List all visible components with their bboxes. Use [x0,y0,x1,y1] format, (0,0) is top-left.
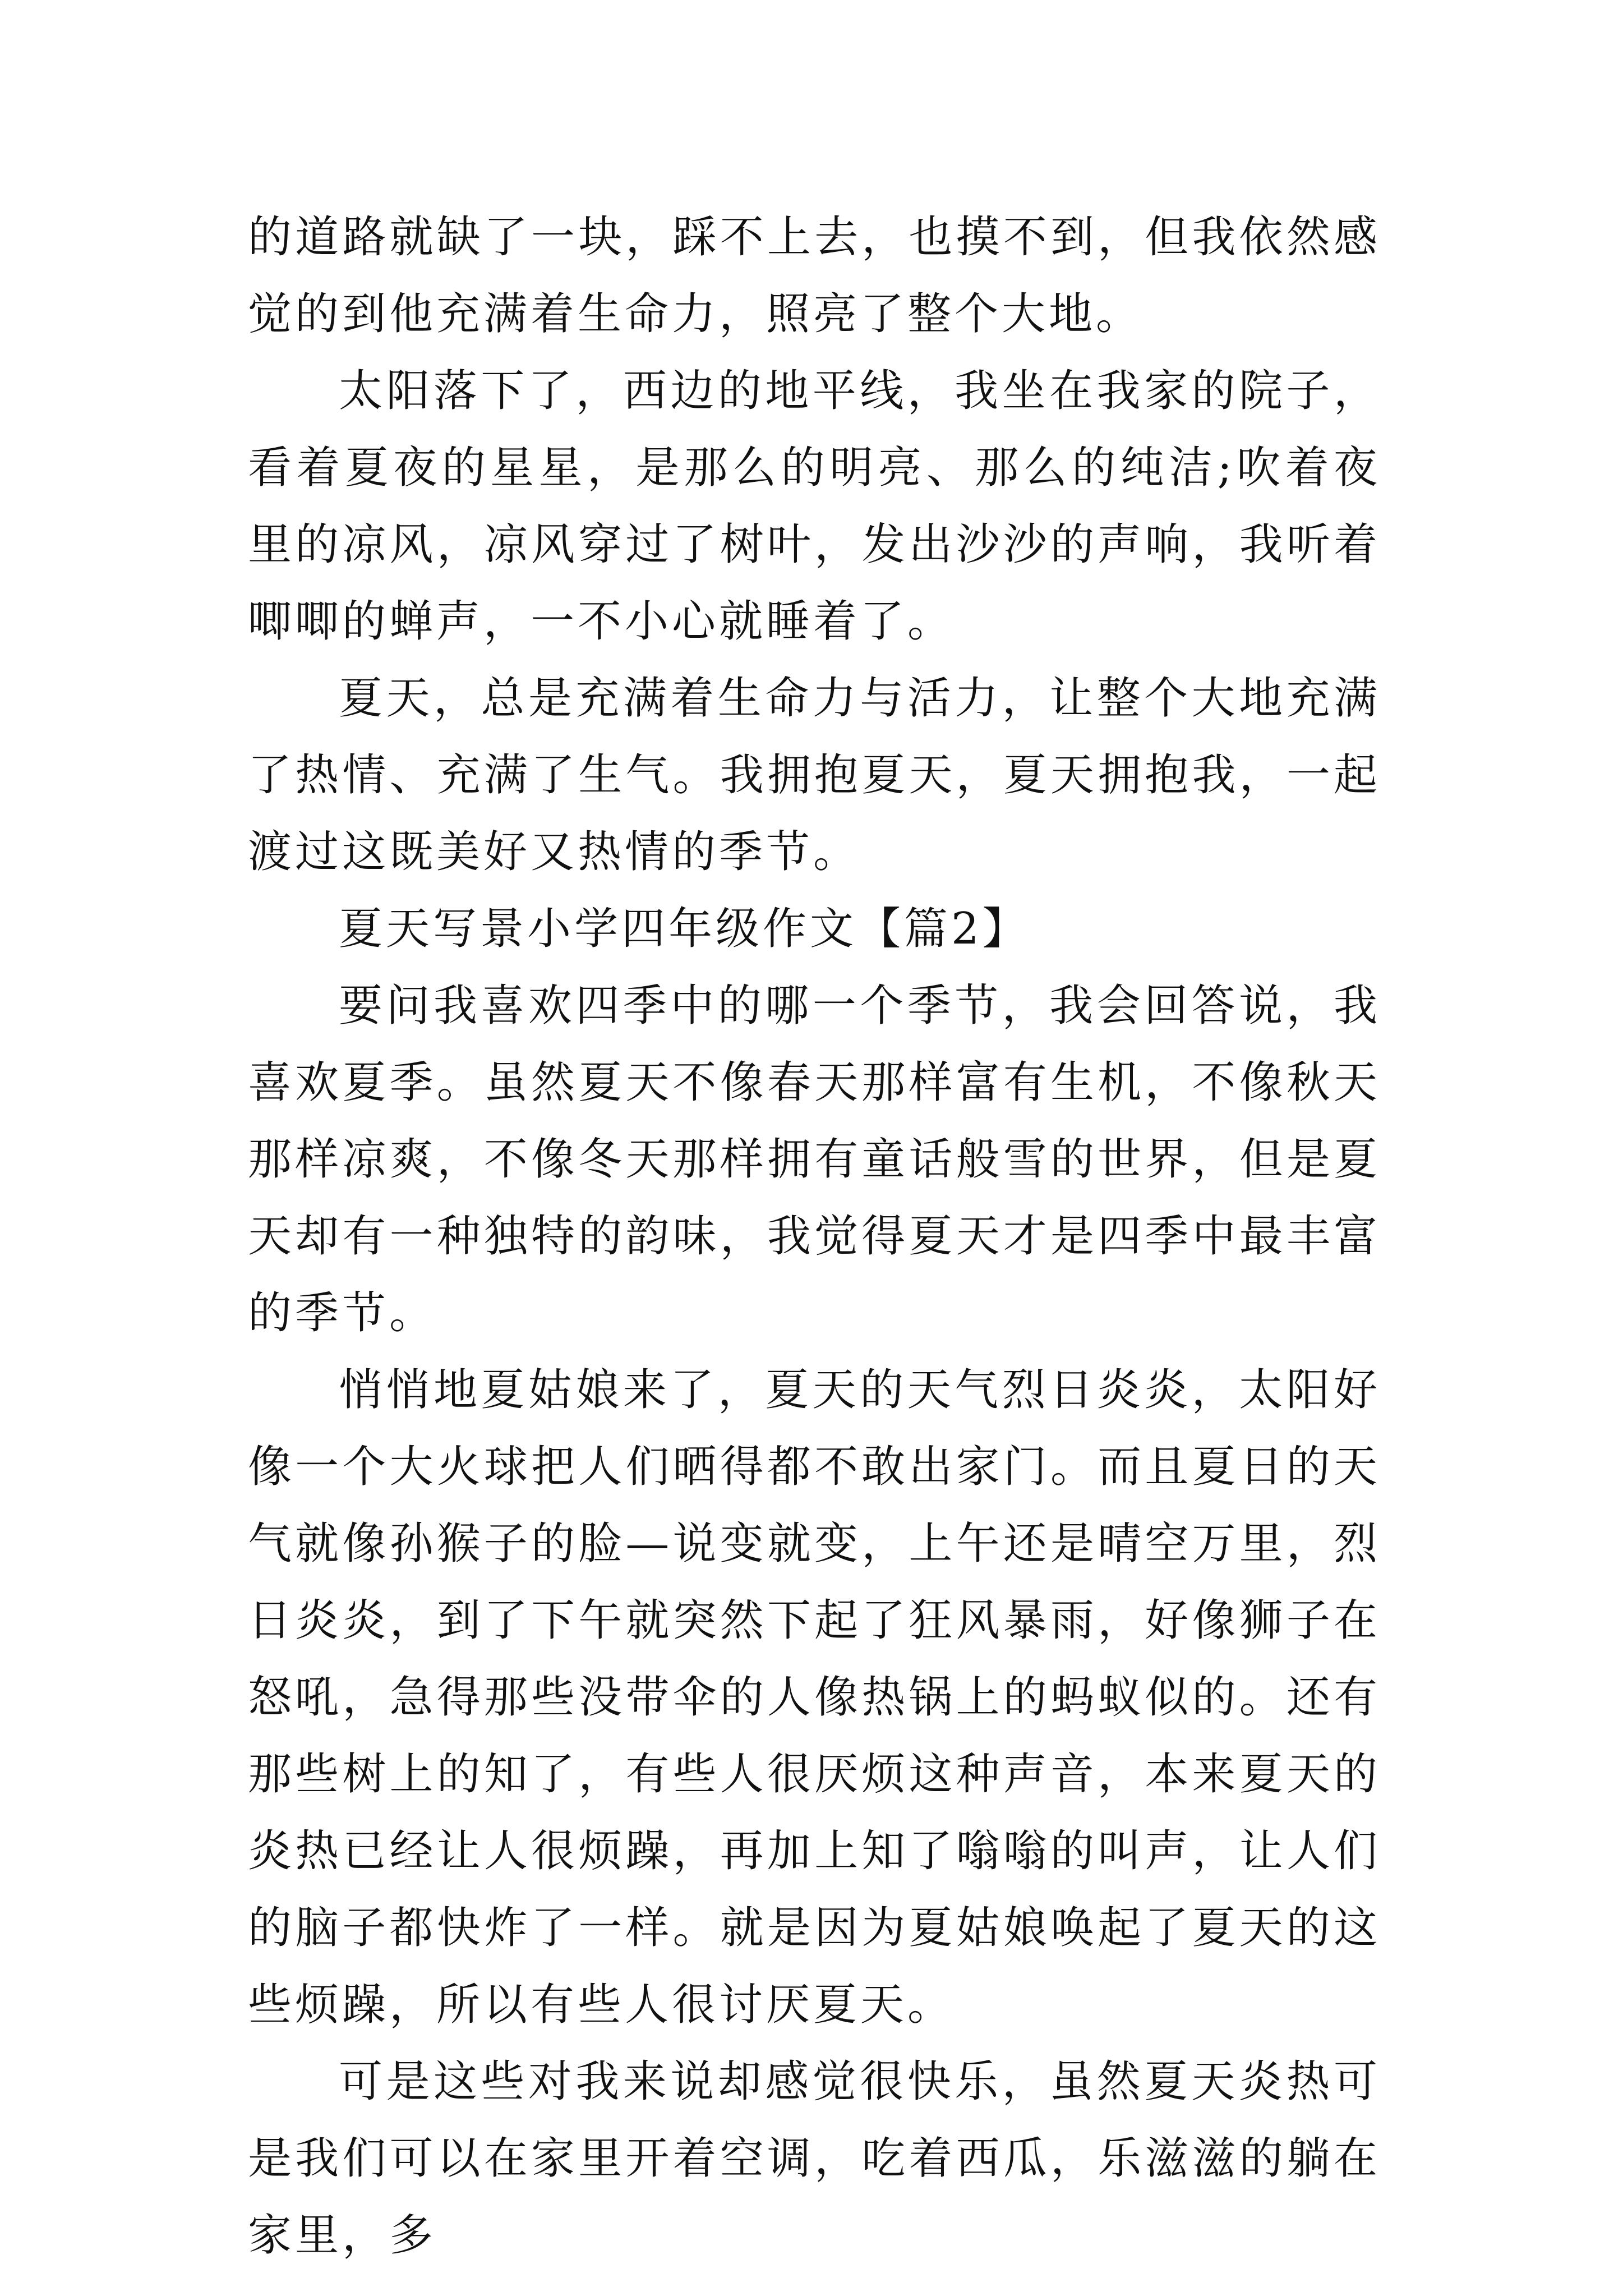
paragraph-sunset: 太阳落下了，西边的地平线，我坐在我家的院子，看着夏夜的星星，是那么的明亮、那么的纯洁;吹着夜里的凉风，凉风穿过了树叶，发出沙沙的声响，我听着唧唧的蝉声，一不小心就睡着了。 [248,366,1381,647]
paragraph-summer-joy: 可是这些对我来说却感觉很快乐，虽然夏天炎热可是我们可以在家里开着空调，吃着西瓜，乐滋滋的躺在家里，多 [248,2056,1381,2261]
paragraph-favorite-season: 要问我喜欢四季中的哪一个季节，我会回答说，我喜欢夏季。虽然夏天不像春天那样富有生机，不像秋天那样凉爽，不像冬天那样拥有童话般雪的世界，但是夏天却有一种独特的韵味，我觉得夏天才是四季中最丰富的季节。 [248,981,1381,1338]
paragraph-summer-weather: 悄悄地夏姑娘来了，夏天的天气烈日炎炎，太阳好像一个大火球把人们晒得都不敢出家门。而且夏日的天气就像孙猴子的脸—说变就变，上午还是晴空万里，烈日炎炎，到了下午就突然下起了狂风暴雨，好像狮子在怒吼，急得那些没带伞的人像热锅上的蚂蚁似的。还有那些树上的知了，有些人很厌烦这种声音，本来夏天的炎热已经让人很烦躁，再加上知了嗡嗡的叫声，让人们的脑子都快炸了一样。就是因为夏姑娘唤起了夏天的这些烦躁，所以有些人很讨厌夏天。 [248,1365,1381,2030]
paragraph-summer-vitality: 夏天，总是充满着生命力与活力，让整个大地充满了热情、充满了生气。我拥抱夏天，夏天拥抱我，一起渡过这既美好又热情的季节。 [248,673,1381,877]
paragraph-continuation: 的道路就缺了一块，踩不上去，也摸不到，但我依然感觉的到他充满着生命力，照亮了整个大地。 [248,212,1381,339]
document-page [248,199,1381,2274]
section-heading: 夏天写景小学四年级作文【篇2】 [339,904,1030,954]
